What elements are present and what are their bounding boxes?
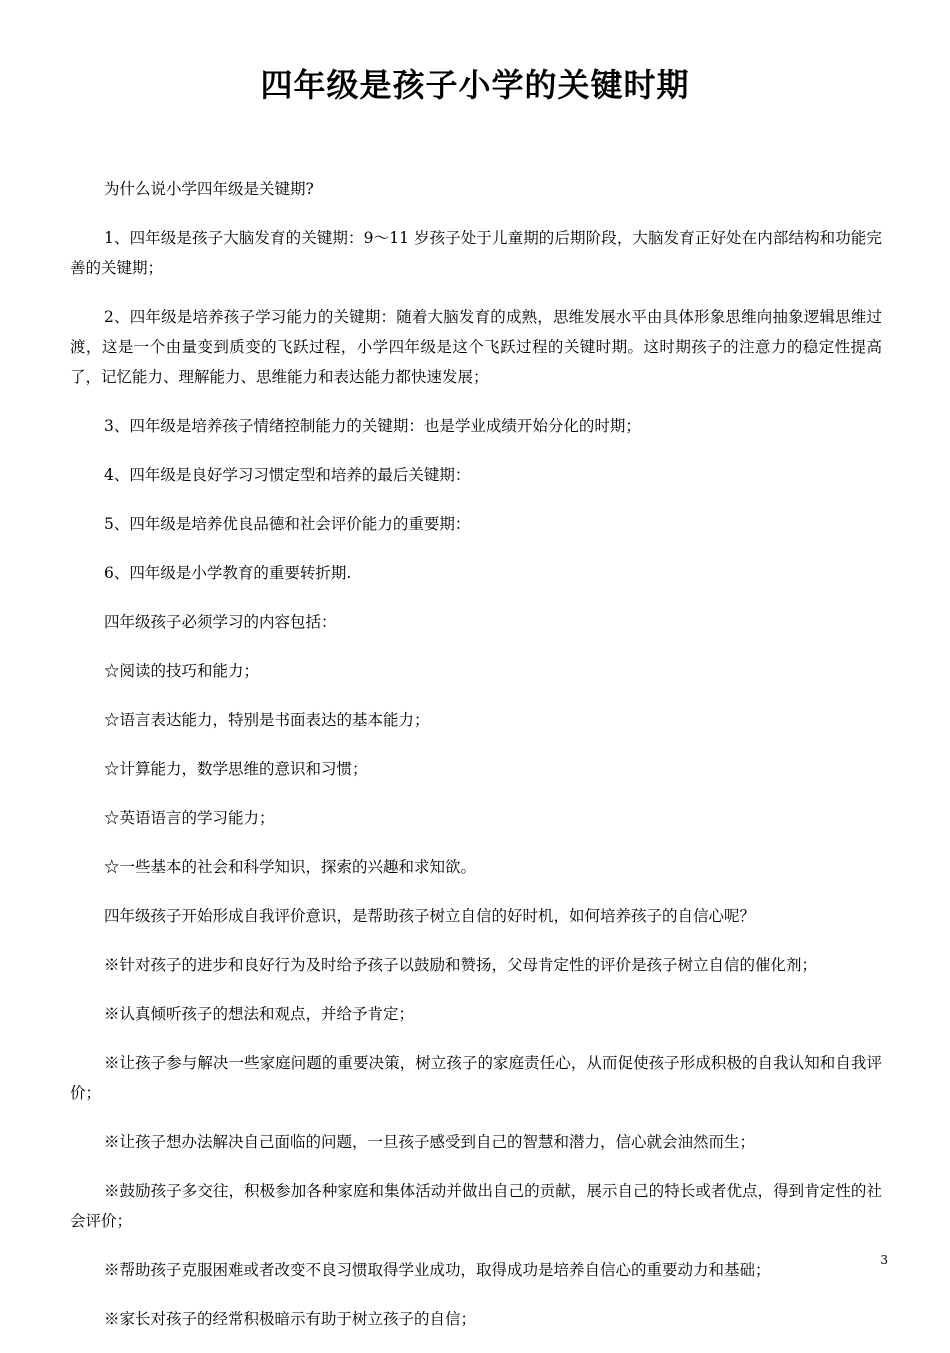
- paragraph-confidence-question: 四年级孩子开始形成自我评价意识，是帮助孩子树立自信的好时机，如何培养孩子的自信心呢？: [104, 907, 756, 925]
- paragraph-learning-heading: 四年级孩子必须学习的内容包括：: [104, 613, 337, 631]
- paragraph-point-5: 5、四年级是培养优良品德和社会评价能力的重要期：: [104, 515, 471, 533]
- paragraph-point-1: 1、四年级是孩子大脑发育的关键期：9～11 岁孩子处于儿童期的后期阶段，大脑发育正好处在内部结构和功能完善的关键期；: [70, 229, 882, 277]
- list-item-solve-problems: ※让孩子想办法解决自己面临的问题，一旦孩子感受到自己的智慧和潜力，信心就会油然而生；: [104, 1133, 756, 1151]
- paragraph-point-2: 2、四年级是培养孩子学习能力的关键期：随着大脑发育的成熟，思维发展水平由具体形象思维向抽象逻辑思维过渡，这是一个由量变到质变的飞跃过程，小学四年级是这个飞跃过程的关键时期。这时期孩子的注意力的稳定性提高了，记忆能力、理解能力、思维能力和表达能力都快速发展；: [70, 308, 882, 386]
- list-item-family-decisions: ※让孩子参与解决一些家庭问题的重要决策，树立孩子的家庭责任心，从而促使孩子形成积极的自我认知和自我评价；: [70, 1054, 882, 1102]
- list-item-overcome: ※帮助孩子克服困难或者改变不良习惯取得学业成功，取得成功是培养自信心的重要动力和基础；: [104, 1261, 771, 1279]
- paragraph-point-6: 6、四年级是小学教育的重要转折期.: [104, 564, 352, 582]
- paragraph-intro-question: 为什么说小学四年级是关键期?: [104, 180, 314, 198]
- page-title: 四年级是孩子小学的关键时期: [260, 66, 690, 104]
- list-item-suggestion: ※家长对孩子的经常积极暗示有助于树立孩子的自信；: [104, 1310, 477, 1328]
- list-item-social: ※鼓励孩子多交往，积极参加各种家庭和集体活动并做出自己的贡献，展示自己的特长或者优点，得到肯定性的社会评价；: [70, 1182, 882, 1230]
- paragraph-point-4: 4、四年级是良好学习习惯定型和培养的最后关键期：: [104, 466, 471, 484]
- paragraph-point-3: 3、四年级是培养孩子情绪控制能力的关键期：也是学业成绩开始分化的时期；: [104, 417, 641, 435]
- list-item-expression: ☆语言表达能力，特别是书面表达的基本能力；: [104, 711, 430, 729]
- body-text: [70, 174, 882, 1353]
- list-item-reading: ☆阅读的技巧和能力；: [104, 662, 260, 680]
- list-item-listen: ※认真倾听孩子的想法和观点，并给予肯定；: [104, 1005, 415, 1023]
- list-item-english: ☆英语语言的学习能力；: [104, 809, 275, 827]
- list-item-praise: ※针对孩子的进步和良好行为及时给予孩子以鼓励和赞扬，父母肯定性的评价是孩子树立自信的催化剂；: [104, 956, 818, 974]
- list-item-calculation: ☆计算能力，数学思维的意识和习惯；: [104, 760, 368, 778]
- page-number: 3: [880, 1253, 888, 1267]
- list-item-knowledge: ☆一些基本的社会和科学知识，探索的兴趣和求知欲。: [104, 858, 477, 876]
